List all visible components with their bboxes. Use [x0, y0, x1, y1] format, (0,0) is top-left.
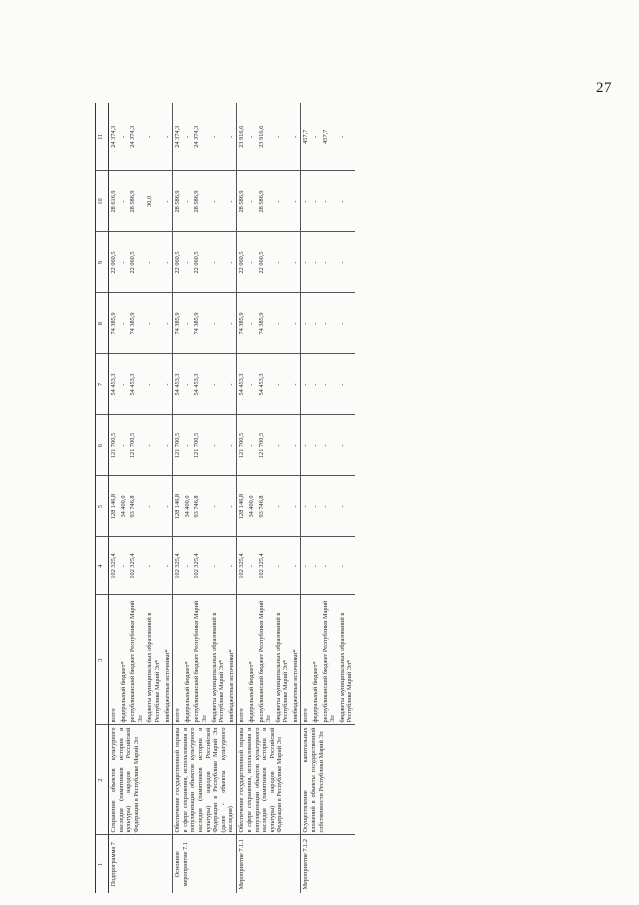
amount-cell: 74 385,9 [257, 293, 274, 354]
amount-cell: - [210, 232, 227, 293]
amount-cell: - [338, 415, 355, 476]
program-name: Осуществление капитальных вложений в объекты государственной собственности Республики Марий Эл [301, 725, 355, 835]
amount-cell: 54 453,3 [128, 354, 145, 415]
amount-cell: 28 586,9 [128, 171, 145, 232]
amount-cell: - [321, 354, 338, 415]
amount-cell: - [210, 476, 227, 537]
funding-source: федеральный бюджет* [119, 595, 129, 725]
amount-cell: - [119, 171, 129, 232]
amount-cell: 34 400,0 [247, 476, 257, 537]
amount-cell: - [301, 232, 311, 293]
amount-cell: - [210, 103, 227, 171]
program-name: Сохранение объектов культурного наследия (памятников истории и культуры) народов Российской Федерации в Республике Марий Эл [109, 725, 173, 835]
amount-cell: 34 400,0 [183, 476, 193, 537]
amount-cell: - [274, 171, 291, 232]
amount-cell: - [145, 354, 162, 415]
amount-cell: 121 700,5 [192, 415, 209, 476]
amount-cell: - [291, 476, 301, 537]
amount-cell: - [247, 354, 257, 415]
amount-cell: - [145, 415, 162, 476]
amount-cell: - [227, 103, 237, 171]
amount-cell: 74 385,9 [173, 293, 183, 354]
amount-cell: 23 916,6 [237, 103, 247, 171]
funding-source: республиканский бюджет Республики Марий Эл [192, 595, 209, 725]
column-header: 2 [96, 725, 109, 835]
amount-cell: - [227, 232, 237, 293]
amount-cell: - [291, 232, 301, 293]
amount-cell: 74 385,9 [109, 293, 119, 354]
amount-cell: - [163, 354, 173, 415]
amount-cell: 24 374,3 [173, 103, 183, 171]
amount-cell: - [145, 293, 162, 354]
amount-cell: - [301, 415, 311, 476]
amount-cell: - [274, 537, 291, 595]
amount-cell: 121 700,5 [237, 415, 247, 476]
amount-cell: 28 586,9 [192, 171, 209, 232]
amount-cell: - [301, 476, 311, 537]
amount-cell: 102 325,4 [173, 537, 183, 595]
amount-cell: 121 700,5 [128, 415, 145, 476]
amount-cell: - [311, 537, 321, 595]
program-code: Основное мероприятие 7.1 [173, 835, 237, 893]
amount-cell: - [321, 293, 338, 354]
amount-cell: - [274, 232, 291, 293]
budget-table [95, 103, 355, 893]
amount-cell: 28 586,9 [237, 171, 247, 232]
amount-cell: 121 700,5 [173, 415, 183, 476]
amount-cell: - [321, 232, 338, 293]
funding-source: бюджеты муниципальных образований в Республике Марий Эл* [338, 595, 355, 725]
amount-cell: 102 325,4 [128, 537, 145, 595]
amount-cell: - [210, 354, 227, 415]
amount-cell: - [274, 415, 291, 476]
column-header: 6 [96, 415, 109, 476]
amount-cell: - [163, 103, 173, 171]
table-row [301, 103, 311, 893]
program-code: Подпрограмма 7 [109, 835, 173, 893]
amount-cell: - [210, 293, 227, 354]
amount-cell: - [247, 103, 257, 171]
amount-cell: - [163, 476, 173, 537]
amount-cell: - [247, 293, 257, 354]
amount-cell: - [311, 415, 321, 476]
amount-cell: - [145, 232, 162, 293]
amount-cell: - [338, 293, 355, 354]
amount-cell: - [291, 537, 301, 595]
amount-cell: 22 060,5 [173, 232, 183, 293]
amount-cell: - [274, 103, 291, 171]
amount-cell: - [247, 171, 257, 232]
amount-cell: - [227, 476, 237, 537]
amount-cell: - [163, 293, 173, 354]
amount-cell: - [321, 476, 338, 537]
funding-source: республиканский бюджет Республики Марий Эл [257, 595, 274, 725]
amount-cell: - [338, 171, 355, 232]
funding-source: всего [173, 595, 183, 725]
amount-cell: - [183, 537, 193, 595]
amount-cell: - [274, 354, 291, 415]
amount-cell: - [291, 415, 301, 476]
funding-source: федеральный бюджет* [183, 595, 193, 725]
amount-cell: 22 060,5 [257, 232, 274, 293]
amount-cell: 30,0 [145, 171, 162, 232]
amount-cell: - [210, 415, 227, 476]
amount-cell: 54 453,3 [192, 354, 209, 415]
amount-cell: 121 700,5 [257, 415, 274, 476]
amount-cell: 24 374,3 [109, 103, 119, 171]
amount-cell: - [183, 171, 193, 232]
amount-cell: - [145, 537, 162, 595]
program-name: Обеспечение государственной охраны в сфере сохранения, использования и популяризации объектов культурного наследия (памятников истории и культуры) народов Российской Федерации в Республике Марий Эл [237, 725, 301, 835]
amount-cell: 74 385,9 [128, 293, 145, 354]
amount-cell: - [274, 293, 291, 354]
funding-source: внебюджетные источники* [227, 595, 237, 725]
amount-cell: - [311, 354, 321, 415]
amount-cell: - [247, 232, 257, 293]
column-header: 5 [96, 476, 109, 537]
funding-source: внебюджетные источники* [291, 595, 301, 725]
amount-cell: - [338, 537, 355, 595]
amount-cell: - [119, 537, 129, 595]
amount-cell: - [311, 232, 321, 293]
amount-cell: - [338, 476, 355, 537]
column-header: 8 [96, 293, 109, 354]
amount-cell: - [311, 103, 321, 171]
amount-cell: 121 700,5 [109, 415, 119, 476]
amount-cell: - [338, 354, 355, 415]
amount-cell: - [301, 171, 311, 232]
funding-source: федеральный бюджет* [311, 595, 321, 725]
amount-cell: - [247, 537, 257, 595]
amount-cell: - [321, 537, 338, 595]
amount-cell: 28 586,9 [173, 171, 183, 232]
amount-cell: 22 060,5 [192, 232, 209, 293]
funding-source: внебюджетные источники* [163, 595, 173, 725]
amount-cell: 457,7 [301, 103, 311, 171]
column-header: 3 [96, 595, 109, 725]
funding-source: бюджеты муниципальных образований в Республике Марий Эл* [210, 595, 227, 725]
funding-source: всего [301, 595, 311, 725]
amount-cell: - [183, 232, 193, 293]
program-code: Мероприятие 7.1.2 [301, 835, 355, 893]
amount-cell: - [338, 232, 355, 293]
amount-cell: 22 060,5 [128, 232, 145, 293]
amount-cell: - [301, 537, 311, 595]
amount-cell: 54 453,3 [109, 354, 119, 415]
amount-cell: - [145, 476, 162, 537]
amount-cell: 128 146,8 [237, 476, 247, 537]
funding-source: федеральный бюджет* [247, 595, 257, 725]
amount-cell: 54 453,3 [237, 354, 247, 415]
amount-cell: 22 060,5 [109, 232, 119, 293]
program-name: Обеспечение государственной охраны в сфере сохранения, использования и популяризации объектов культурного наследия (памятников истории и культуры) народов Российской Федерации в Республике Марий Эл (далее - объекты культурного наследия) [173, 725, 237, 835]
amount-cell: - [183, 354, 193, 415]
header-row [96, 103, 109, 893]
amount-cell: - [338, 103, 355, 171]
amount-cell: - [311, 476, 321, 537]
amount-cell: 54 453,3 [257, 354, 274, 415]
amount-cell: - [183, 293, 193, 354]
amount-cell: 93 746,8 [192, 476, 209, 537]
amount-cell: - [119, 293, 129, 354]
amount-cell: 102 325,4 [257, 537, 274, 595]
table-row [237, 103, 247, 893]
funding-source: бюджеты муниципальных образований в Республике Марий Эл* [274, 595, 291, 725]
funding-source: республиканский бюджет Республики Марий Эл [321, 595, 338, 725]
rotated-table-container [95, 103, 620, 893]
amount-cell: - [119, 232, 129, 293]
amount-cell: 24 374,3 [192, 103, 209, 171]
amount-cell: - [119, 103, 129, 171]
amount-cell: - [227, 354, 237, 415]
funding-source: всего [109, 595, 119, 725]
amount-cell: 28 616,9 [109, 171, 119, 232]
funding-source: республиканский бюджет Республики Марий Эл [128, 595, 145, 725]
amount-cell: - [227, 537, 237, 595]
column-header: 1 [96, 835, 109, 893]
amount-cell: 34 400,0 [119, 476, 129, 537]
amount-cell: - [163, 415, 173, 476]
amount-cell: - [163, 537, 173, 595]
amount-cell: - [210, 537, 227, 595]
amount-cell: - [227, 293, 237, 354]
column-header: 11 [96, 103, 109, 171]
amount-cell: 54 453,3 [173, 354, 183, 415]
funding-source: всего [237, 595, 247, 725]
column-header: 4 [96, 537, 109, 595]
amount-cell: 457,7 [321, 103, 338, 171]
amount-cell: - [183, 103, 193, 171]
amount-cell: 102 325,4 [192, 537, 209, 595]
amount-cell: 22 060,5 [237, 232, 247, 293]
page-number: 27 [596, 80, 612, 96]
table-row [173, 103, 183, 893]
amount-cell: - [119, 415, 129, 476]
column-header: 9 [96, 232, 109, 293]
amount-cell: - [227, 415, 237, 476]
amount-cell: 28 586,9 [257, 171, 274, 232]
amount-cell: - [291, 171, 301, 232]
amount-cell: 102 325,4 [237, 537, 247, 595]
amount-cell: - [301, 293, 311, 354]
amount-cell: - [145, 103, 162, 171]
amount-cell: 74 385,9 [237, 293, 247, 354]
amount-cell: - [311, 293, 321, 354]
amount-cell: - [227, 171, 237, 232]
amount-cell: - [291, 354, 301, 415]
table-body [109, 103, 356, 893]
amount-cell: 24 374,3 [128, 103, 145, 171]
amount-cell: 128 146,8 [173, 476, 183, 537]
amount-cell: - [163, 171, 173, 232]
amount-cell: 93 746,8 [128, 476, 145, 537]
amount-cell: - [291, 103, 301, 171]
amount-cell: 102 325,4 [109, 537, 119, 595]
amount-cell: - [210, 171, 227, 232]
table-row [109, 103, 119, 893]
column-header: 10 [96, 171, 109, 232]
amount-cell: 74 385,9 [192, 293, 209, 354]
amount-cell: 93 746,8 [257, 476, 274, 537]
column-header: 7 [96, 354, 109, 415]
amount-cell: - [321, 415, 338, 476]
amount-cell: - [274, 476, 291, 537]
amount-cell: - [119, 354, 129, 415]
funding-source: бюджеты муниципальных образований в Республике Марий Эл* [145, 595, 162, 725]
amount-cell: - [247, 415, 257, 476]
amount-cell: - [183, 415, 193, 476]
program-code: Мероприятие 7.1.1 [237, 835, 301, 893]
amount-cell: - [291, 293, 301, 354]
amount-cell: - [311, 171, 321, 232]
amount-cell: 128 146,8 [109, 476, 119, 537]
amount-cell: - [321, 171, 338, 232]
amount-cell: 23 916,6 [257, 103, 274, 171]
amount-cell: - [301, 354, 311, 415]
amount-cell: - [163, 232, 173, 293]
